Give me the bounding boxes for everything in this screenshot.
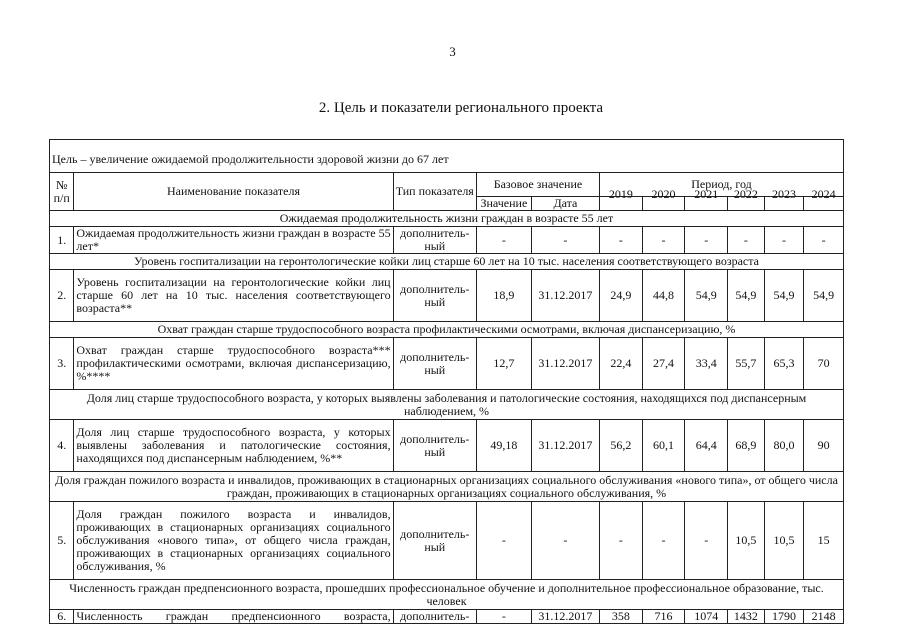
year-value: 24,9 [599,270,642,322]
indicator-name: Охват граждан старше трудоспособного возраста*** профилактическими осмотрами, включая диспансеризацию, %**** [74,338,393,390]
year-value: 90 [804,420,844,472]
header-year: 2024 [804,188,844,202]
base-date: 31.12.2017 [531,338,599,390]
base-value: 12,7 [476,338,531,390]
year-value: 1790 [764,610,804,624]
year-value: 68,9 [728,420,765,472]
year-value: 15 [804,502,844,580]
year-value: 10,5 [764,502,804,580]
year-value: - [685,502,728,580]
header-indicator-name: Наименование показателя [74,173,393,211]
indicators-table [49,172,844,624]
row-number: 2. [50,270,74,322]
base-value: - [476,610,531,624]
year-value: - [728,227,765,254]
header-indicator-type: Тип показателя [393,173,476,211]
year-value: - [642,227,685,254]
year-value: 70 [804,338,844,390]
year-value: 2148 [804,610,844,624]
indicator-type: дополнитель-ный [393,338,476,390]
indicator-name: Ожидаемая продолжительность жизни граждан в возрасте 55 лет* [74,227,393,254]
year-value: 56,2 [599,420,642,472]
indicator-name: Доля граждан пожилого возраста и инвалидов, проживающих в стационарных организациях социального обслуживания «нового типа», от общего числа граждан, проживающих в стационарных организациях социального обслуживания, % [74,502,393,580]
section-title: 2. Цель и показатели регионального проекта [318,100,604,116]
header-base-value: Базовое значение [476,173,599,197]
header-year: 2022 [728,188,765,202]
year-value: 716 [642,610,685,624]
year-value: - [599,502,642,580]
row-number: 4. [50,420,74,472]
row-number: 5. [50,502,74,580]
goal-statement: Цель – увеличение ожидаемой продолжительности здоровой жизни до 67 лет [49,139,844,173]
year-value: 64,4 [685,420,728,472]
year-value: 55,7 [728,338,765,390]
indicator-type: дополнитель-ный [393,227,476,254]
header-year: 2019 [599,188,642,202]
table-row [50,227,844,254]
row-number: 1. [50,227,74,254]
section-heading: Уровень госпитализации на геронтологические койки лиц старше 60 лет на 10 тыс. населения соответствующего возраста [50,254,844,270]
table-row [50,610,844,624]
row-number: 3. [50,338,74,390]
year-value: - [685,227,728,254]
year-value: 358 [599,610,642,624]
year-value: 1074 [685,610,728,624]
year-value: 33,4 [685,338,728,390]
year-value: 1432 [728,610,765,624]
year-value: - [764,227,804,254]
table-row [50,420,844,472]
section-row [50,390,844,420]
year-value: - [642,502,685,580]
section-heading: Ожидаемая продолжительность жизни граждан в возрасте 55 лет [50,211,844,227]
section-row [50,211,844,227]
base-date: 31.12.2017 [531,270,599,322]
year-value: 80,0 [764,420,804,472]
year-value: 54,9 [764,270,804,322]
year-value: 60,1 [642,420,685,472]
section-row [50,472,844,502]
indicator-type: дополнитель-ный [393,420,476,472]
table-row [50,502,844,580]
year-value: - [599,227,642,254]
section-heading: Доля граждан пожилого возраста и инвалидов, проживающих в стационарных организациях социального обслуживания «нового типа», от общего числа граждан, проживающих в стационарных организациях социального обслуживания, % [50,472,844,502]
year-value: 54,9 [728,270,765,322]
indicator-name: Доля лиц старше трудоспособного возраста, у которых выявлены заболевания и патологические состояния, находящихся под диспансерным наблюдением, %** [74,420,393,472]
year-value: 54,9 [804,270,844,322]
section-row [50,254,844,270]
header-number: № п/п [50,173,74,211]
base-date: - [531,227,599,254]
section-row [50,322,844,338]
year-value: - [804,227,844,254]
base-date: 31.12.2017 [531,610,599,624]
base-date: - [531,502,599,580]
base-date: 31.12.2017 [531,420,599,472]
year-value: 22,4 [599,338,642,390]
table-row [50,338,844,390]
indicator-type: дополнитель- [393,610,476,624]
header-period: Период, год [599,173,843,197]
year-value: 65,3 [764,338,804,390]
row-number: 6. [50,610,74,624]
header-year: 2023 [764,188,804,202]
section-heading: Численность граждан предпенсионного возраста, прошедших профессиональное обучение и дополнительное профессиональное образование, тыс. человек [50,580,844,610]
indicator-type: дополнитель-ный [393,502,476,580]
year-value: 10,5 [728,502,765,580]
year-value: 27,4 [642,338,685,390]
indicator-name: Численность граждан предпенсионного возраста, [74,610,393,624]
year-value: 54,9 [685,270,728,322]
year-value: 44,8 [642,270,685,322]
base-value: - [476,227,531,254]
base-value: 49,18 [476,420,531,472]
base-value: 18,9 [476,270,531,322]
indicator-name: Уровень госпитализации на геронтологические койки лиц старше 60 лет на 10 тыс. населения соответствующего возраста** [74,270,393,322]
page-number: 3 [449,44,456,59]
section-heading: Доля лиц старше трудоспособного возраста, у которых выявлены заболевания и патологические состояния, находящихся под диспансерным наблюдением, % [50,390,844,420]
section-heading: Охват граждан старше трудоспособного возраста профилактическими осмотрами, включая диспансеризацию, % [50,322,844,338]
base-value: - [476,502,531,580]
section-row [50,580,844,610]
indicator-type: дополнитель-ный [393,270,476,322]
header-year: 2021 [685,188,728,202]
header-year: 2020 [642,188,685,202]
header-base-value-date: Дата [531,197,599,211]
header-base-value-value: Значение [476,197,531,211]
table-row [50,270,844,322]
